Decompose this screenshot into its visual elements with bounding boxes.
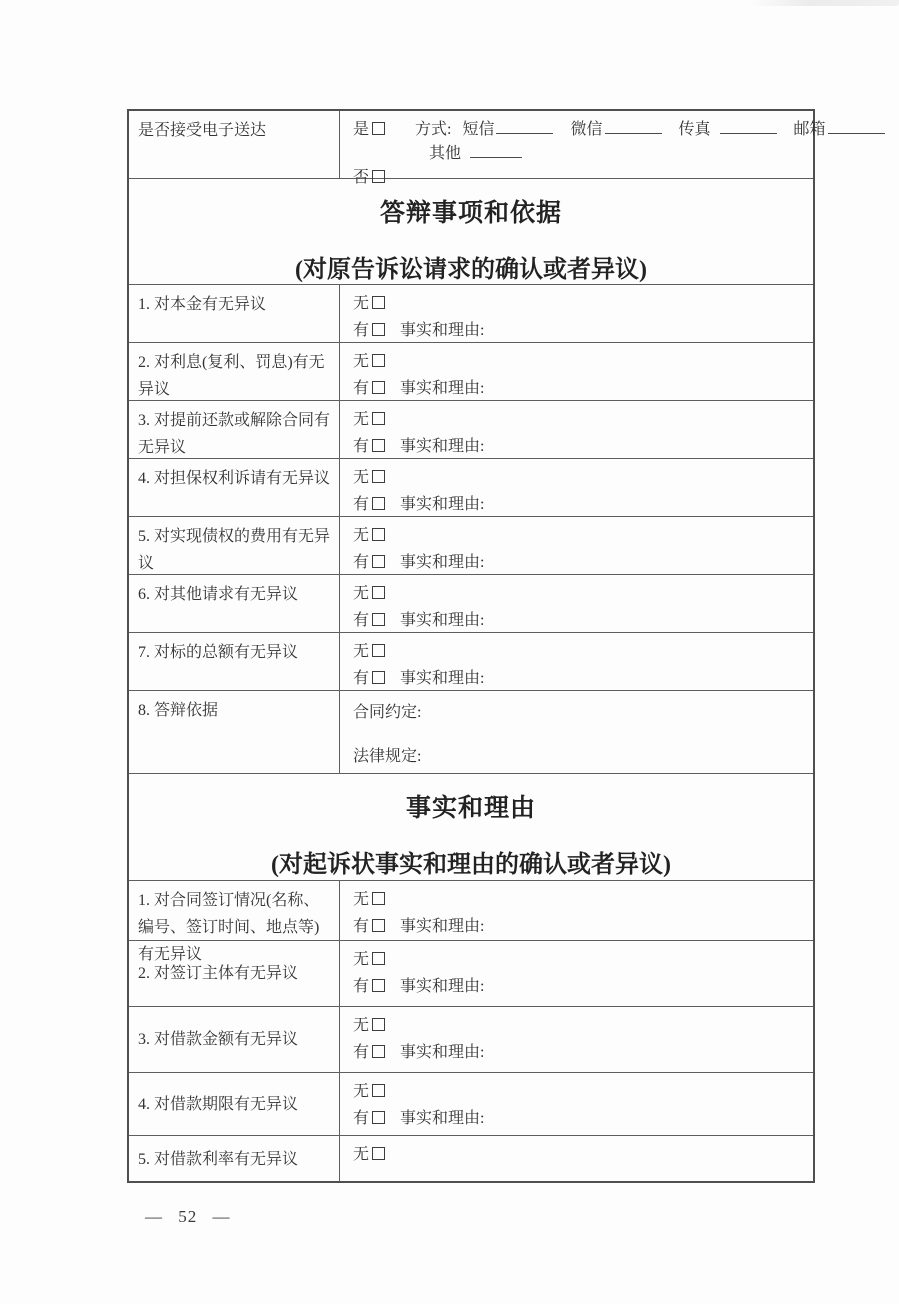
- page-number: — 52 —: [145, 1207, 231, 1226]
- has-objection-label: 有: [353, 554, 370, 571]
- has-objection-label: 有: [353, 918, 370, 935]
- section1-subtitle: (对原告诉讼请求的确认或者异议): [295, 257, 647, 283]
- scan-artifact: [749, 0, 899, 6]
- facts-label: 事实和理由:: [400, 670, 485, 687]
- method-email-blank-field[interactable]: [828, 120, 885, 134]
- has-objection-checkbox[interactable]: [372, 1111, 385, 1124]
- row-label: 2. 对利息(复利、罚息)有无异议: [138, 354, 325, 398]
- has-objection-label: 有: [353, 322, 370, 339]
- row-label: 5. 对借款利率有无异议: [138, 1151, 299, 1168]
- has-objection-label: 有: [353, 978, 370, 995]
- facts-label: 事实和理由:: [400, 978, 485, 995]
- table-row-s2-2: [129, 941, 813, 1007]
- has-objection-label: 有: [353, 496, 370, 513]
- no-objection-checkbox[interactable]: [372, 586, 385, 599]
- no-objection-checkbox[interactable]: [372, 412, 385, 425]
- contract-terms-label: 合同约定:: [353, 704, 422, 721]
- legal-provisions-label: 法律规定:: [353, 748, 422, 765]
- row-label: 3. 对借款金额有无异议: [138, 1031, 299, 1048]
- section2-subtitle: (对起诉状事实和理由的确认或者异议): [271, 852, 671, 878]
- table-row-s1-7: [129, 633, 813, 691]
- has-objection-label: 有: [353, 1044, 370, 1061]
- has-objection-label: 有: [353, 612, 370, 629]
- method-other-label: 其他: [429, 145, 462, 162]
- table-row-s1-1: [129, 285, 813, 343]
- table-row-s1-5: [129, 517, 813, 575]
- method-sms-label: 短信: [462, 121, 495, 138]
- has-objection-checkbox[interactable]: [372, 919, 385, 932]
- no-objection-label: 无: [353, 1083, 370, 1100]
- e-delivery-yes-label: 是: [353, 121, 370, 138]
- no-objection-checkbox[interactable]: [372, 296, 385, 309]
- facts-label: 事实和理由:: [400, 612, 485, 629]
- method-fax-blank-field[interactable]: [720, 120, 777, 134]
- table-row-s2-1: [129, 881, 813, 963]
- method-label: 方式:: [415, 121, 452, 138]
- facts-label: 事实和理由:: [400, 380, 485, 397]
- no-objection-checkbox[interactable]: [372, 952, 385, 965]
- no-objection-checkbox[interactable]: [372, 528, 385, 541]
- no-objection-label: 无: [353, 891, 370, 908]
- no-objection-label: 无: [353, 353, 370, 370]
- no-objection-label: 无: [353, 411, 370, 428]
- answer-form-table: [127, 109, 826, 1183]
- section1-header: [129, 179, 813, 285]
- method-sms-blank-field[interactable]: [496, 120, 553, 134]
- no-objection-checkbox[interactable]: [372, 470, 385, 483]
- has-objection-checkbox[interactable]: [372, 1045, 385, 1058]
- row-label: 1. 对本金有无异议: [138, 296, 267, 313]
- has-objection-label: 有: [353, 670, 370, 687]
- has-objection-checkbox[interactable]: [372, 979, 385, 992]
- e-delivery-yes-checkbox[interactable]: [372, 122, 385, 135]
- has-objection-checkbox[interactable]: [372, 671, 385, 684]
- method-fax-label: 传真: [678, 121, 711, 138]
- row-label: 2. 对签订主体有无异议: [138, 965, 299, 982]
- facts-label: 事实和理由:: [400, 322, 485, 339]
- facts-label: 事实和理由:: [400, 438, 485, 455]
- table-row-s1-2: [129, 343, 813, 401]
- row-label: 5. 对实现债权的费用有无异议: [138, 528, 331, 572]
- section2-title: 事实和理由: [405, 795, 536, 822]
- row-label: 6. 对其他请求有无异议: [138, 586, 299, 603]
- section1-title: 答辩事项和依据: [379, 200, 562, 227]
- no-objection-checkbox[interactable]: [372, 892, 385, 905]
- no-objection-label: 无: [353, 527, 370, 544]
- has-objection-label: 有: [353, 1110, 370, 1127]
- table-row-s2-4: [129, 1073, 813, 1136]
- no-objection-label: 无: [353, 469, 370, 486]
- facts-label: 事实和理由:: [400, 554, 485, 571]
- table-row-e-delivery: [129, 111, 826, 186]
- table-row-s1-4: [129, 459, 813, 517]
- no-objection-checkbox[interactable]: [372, 644, 385, 657]
- method-wechat-label: 微信: [570, 121, 603, 138]
- table-row-s2-3: [129, 1007, 813, 1073]
- e-delivery-no-checkbox[interactable]: [372, 170, 385, 183]
- row-label: 4. 对借款期限有无异议: [138, 1095, 299, 1113]
- has-objection-checkbox[interactable]: [372, 613, 385, 626]
- row-label: 1. 对合同签订情况(名称、编号、签订时间、地点等)有无异议: [138, 892, 320, 963]
- no-objection-checkbox[interactable]: [372, 1084, 385, 1097]
- no-objection-checkbox[interactable]: [372, 1018, 385, 1031]
- no-objection-label: 无: [353, 951, 370, 968]
- method-email-label: 邮箱: [793, 121, 826, 138]
- facts-label: 事实和理由:: [400, 496, 485, 513]
- facts-label: 事实和理由:: [400, 918, 485, 935]
- table-row-s1-8-basis: [129, 691, 813, 774]
- row-label: 4. 对担保权利诉请有无异议: [138, 470, 331, 487]
- table-row-s1-3: [129, 401, 813, 459]
- facts-label: 事实和理由:: [400, 1110, 485, 1127]
- has-objection-checkbox[interactable]: [372, 323, 385, 336]
- has-objection-checkbox[interactable]: [372, 497, 385, 510]
- no-objection-label: 无: [353, 1146, 370, 1163]
- no-objection-label: 无: [353, 295, 370, 312]
- has-objection-checkbox[interactable]: [372, 555, 385, 568]
- has-objection-checkbox[interactable]: [372, 381, 385, 394]
- section2-header: [129, 774, 813, 881]
- method-wechat-blank-field[interactable]: [605, 120, 662, 134]
- method-other-blank-field[interactable]: [470, 144, 522, 158]
- no-objection-checkbox[interactable]: [372, 354, 385, 367]
- no-objection-label: 无: [353, 1017, 370, 1034]
- no-objection-label: 无: [353, 643, 370, 660]
- e-delivery-no-label: 否: [353, 169, 370, 186]
- facts-label: 事实和理由:: [400, 1044, 485, 1061]
- e-delivery-label: 是否接受电子送达: [138, 122, 267, 139]
- table-row-s2-5: [129, 1136, 813, 1181]
- row-label: 7. 对标的总额有无异议: [138, 644, 299, 661]
- no-objection-label: 无: [353, 585, 370, 602]
- row-label: 8. 答辩依据: [138, 702, 219, 719]
- row-label: 3. 对提前还款或解除合同有无异议: [138, 412, 331, 456]
- has-objection-label: 有: [353, 380, 370, 397]
- has-objection-label: 有: [353, 438, 370, 455]
- no-objection-checkbox[interactable]: [372, 1147, 385, 1160]
- table-row-s1-6: [129, 575, 813, 633]
- has-objection-checkbox[interactable]: [372, 439, 385, 452]
